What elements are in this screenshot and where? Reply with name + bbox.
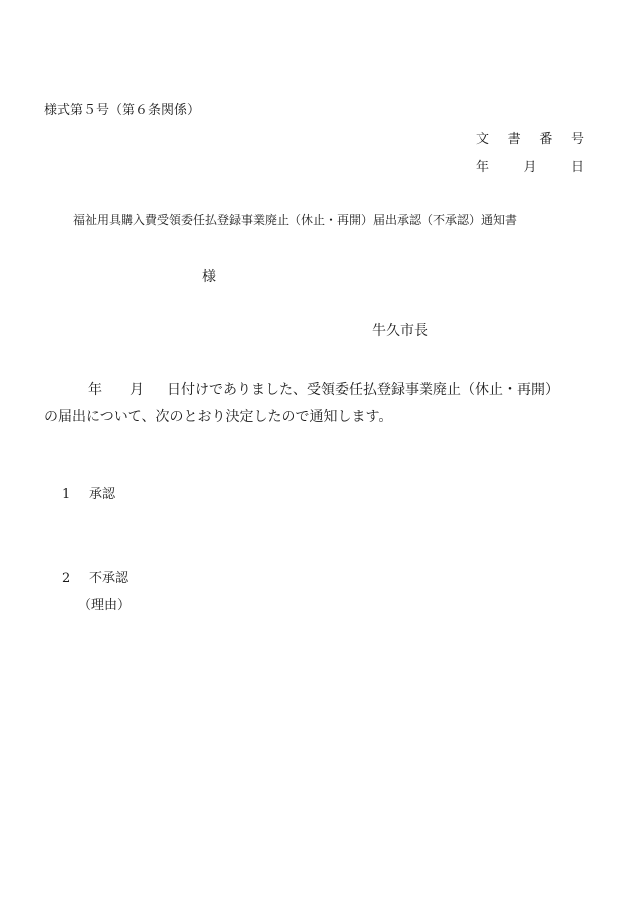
item-disapproval <box>62 572 128 585</box>
body-line-1 <box>44 377 589 404</box>
sender-name: 牛久市長 <box>372 323 428 339</box>
addressee-suffix: 様 <box>202 269 216 285</box>
reason-label: （理由） <box>78 598 131 613</box>
body-line-1-text: 日付けでありました、受領委任払登録事業廃止（休止・再開） <box>167 382 559 398</box>
item-approval <box>62 488 115 501</box>
document-number-char: 号 <box>570 132 584 147</box>
issue-date-label <box>476 161 584 174</box>
date-month: 月 <box>523 160 537 175</box>
document-number-char: 文 <box>476 132 490 147</box>
item-number: 2 <box>62 571 71 586</box>
document-number-char: 書 <box>507 132 521 147</box>
form-number: 様式第５号（第６条関係） <box>44 103 201 118</box>
body-line-2 <box>44 404 589 431</box>
item-number: 1 <box>62 487 71 502</box>
body-month: 月 <box>130 382 144 398</box>
document-number-label <box>476 133 584 146</box>
date-day: 日 <box>570 160 584 175</box>
document-title: 福祉用具購入費受領委任払登録事業廃止（休止・再開）届出承認（不承認）通知書 <box>73 213 518 227</box>
body-paragraph <box>44 377 589 431</box>
document-number-char: 番 <box>539 132 553 147</box>
body-line-2-text: の届出について、次のとおり決定したので通知します。 <box>44 409 393 425</box>
body-year: 年 <box>88 382 102 398</box>
item-label: 承認 <box>89 487 116 502</box>
item-label: 不承認 <box>89 571 129 586</box>
date-year: 年 <box>476 160 490 175</box>
